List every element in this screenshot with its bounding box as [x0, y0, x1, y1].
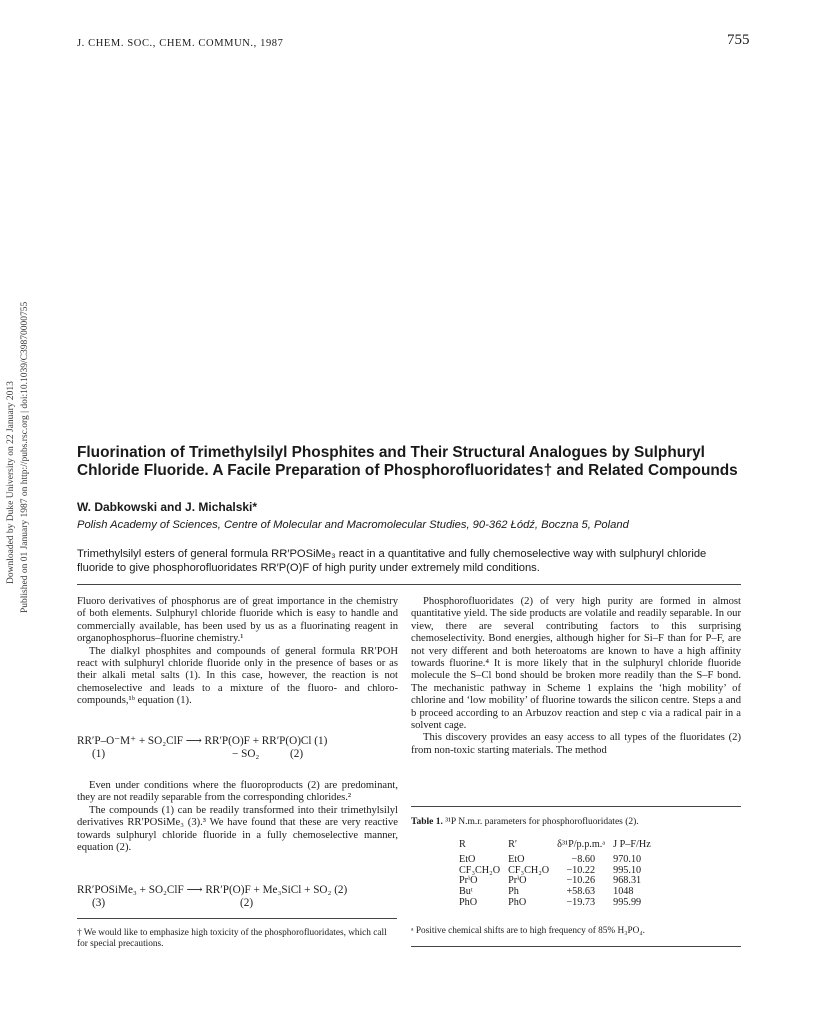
equation-2: RR′POSiMe₃ + SO₂ClF ⟶ RR′P(O)F + Me₃SiCl + SO₂ (2) — [77, 884, 348, 896]
table-caption-text: ³¹P N.m.r. parameters for phosphorofluoridates (2). — [445, 817, 639, 827]
table-caption-label: Table 1. — [411, 817, 443, 827]
table-header: R — [459, 839, 466, 850]
table-cell: −8.60 — [571, 853, 596, 865]
table-caption — [411, 817, 639, 827]
article-title: Fluorination of Trimethylsilyl Phosphites and Their Structural Analogues by Sulphuryl Chloride Fluoride. A Facile Preparation of Phosphorofluoridates† and Related Compounds — [77, 444, 738, 479]
table-cell: PrⁱO — [508, 875, 527, 887]
equation-1-byproduct: − SO₂ — [232, 748, 260, 760]
table-cell: EtO — [508, 853, 525, 865]
nmr-table — [455, 840, 655, 909]
table-header-row — [455, 840, 655, 855]
table-cell: 995.99 — [613, 896, 642, 908]
table-cell: 970.10 — [613, 853, 642, 865]
table-cell: −10.22 — [566, 864, 596, 876]
equation-1-label-product: (2) — [290, 748, 304, 760]
table-cell: CF₃CH₂O — [508, 864, 550, 876]
table-row — [455, 898, 655, 909]
table-header: J P–F/Hz — [613, 839, 651, 850]
table-cell: PrⁱO — [459, 875, 478, 887]
table-cell: −19.73 — [566, 896, 596, 908]
table-row — [455, 855, 655, 866]
article-abstract: Trimethylsilyl esters of general formula RR′POSiMe₃ react in a quantitative and fully chemoselective way with sulphuryl chloride fluoride to give phosphorofluoridates RR′P(O)F of high purity under extremely mild conditions. — [77, 548, 707, 574]
table-cell: Ph — [508, 886, 519, 898]
paragraph: Fluoro derivatives of phosphorus are of great importance in the chemistry of both elements. Sulphuryl chloride fluoride which is easy to handle and commercially available, has been used by us as a fluorinating reagent in organophosphorus–fluorine chemistry.¹ — [77, 596, 398, 645]
table-cell: −10.26 — [566, 875, 596, 887]
table-cell: +58.63 — [566, 886, 596, 898]
download-note: Downloaded by Duke University on 22 January 2013 — [6, 381, 16, 584]
table-cell: EtO — [459, 853, 476, 865]
table-cell: PhO — [459, 896, 478, 908]
left-column-top — [77, 596, 398, 708]
abstract-divider — [77, 584, 741, 585]
journal-header: J. CHEM. SOC., CHEM. COMMUN., 1987 — [77, 38, 284, 49]
article-affiliation: Polish Academy of Sciences, Centre of Molecular and Macromolecular Studies, 90-362 Łódź, Boczna 5, Poland — [77, 519, 629, 531]
equation-1: RR′P–O⁻M⁺ + SO₂ClF ⟶ RR′P(O)F + RR′P(O)Cl (1) — [77, 735, 328, 747]
publication-note: Published on 01 January 1987 on http://pubs.rsc.org | doi:10.1039/C39870000755 — [20, 301, 30, 613]
article-authors: W. Dabkowski and J. Michalski* — [77, 500, 258, 514]
table-cell: PhO — [508, 896, 527, 908]
table-footnote: ᵃ Positive chemical shifts are to high frequency of 85% H₃PO₄. — [411, 926, 645, 936]
footnote-divider — [77, 918, 397, 919]
table-cell: 995.10 — [613, 864, 642, 876]
left-column-middle — [77, 780, 398, 854]
equation-1-label-reactant: (1) — [92, 748, 106, 760]
table-header: δ³¹P/p.p.m.ᵃ — [557, 839, 606, 850]
right-column — [411, 596, 741, 757]
table-cell: CF₃CH₂O — [459, 864, 501, 876]
paragraph: This discovery provides an easy access to all types of the fluoridates (2) from non-toxic starting materials. The method — [411, 732, 741, 756]
paragraph: Phosphorofluoridates (2) of very high purity are formed in almost quantitative yield. The side products are volatile and readily separable. In our view, there are several contributing factors to this surprising chemoselectivity. Bond energies, although higher for Si–F than for P–F, are not very different and both heteroatoms are known to have a high affinity towards fluorine.⁴ It is more likely that in the sulphuryl chloride fluoride molecule the S–Cl bond should be broken more readily than the S–F bond. The mechanistic pathway in Scheme 1 explains the ‘high mobility’ of chlorine and ‘low mobility’ of fluorine towards the silicon centre. Steps a and b proceed according to an Arbuzov reaction and step c via a radical pair in a solvent cage. — [411, 596, 741, 732]
table-header: R′ — [508, 839, 518, 850]
paragraph: Even under conditions where the fluoroproducts (2) are predominant, they are not readily separable from the corresponding chlorides.² — [77, 780, 398, 804]
footnote: † We would like to emphasize high toxicity of the phosphorofluoridates, which call for special precautions. — [77, 928, 387, 949]
table-cell: 968.31 — [613, 875, 642, 887]
table-cell: Buᵗ — [459, 886, 473, 898]
table-bottom-rule — [411, 946, 741, 947]
table-cell: 1048 — [613, 886, 634, 898]
page-number: 755 — [727, 32, 750, 48]
paragraph: The dialkyl phosphites and compounds of general formula RR′POH react with sulphuryl chloride fluoride only in the presence of bases or as their alkali metal salts (1). In this case, however, the reaction is not chemoselective and leads to a mixture of the fluoro- and chloro-compounds,¹ᵇ equation (1). — [77, 645, 398, 707]
table-top-rule — [411, 806, 741, 807]
paragraph: The compounds (1) can be readily transformed into their trimethylsilyl derivatives RR′POSiMe₃ (3).³ We have found that these are very reactive towards sulphuryl chloride fluoride in a fully chemoselective manner, equation (2). — [77, 804, 398, 854]
equation-2-label-product: (2) — [240, 897, 254, 909]
equation-2-label-reactant: (3) — [92, 897, 106, 909]
